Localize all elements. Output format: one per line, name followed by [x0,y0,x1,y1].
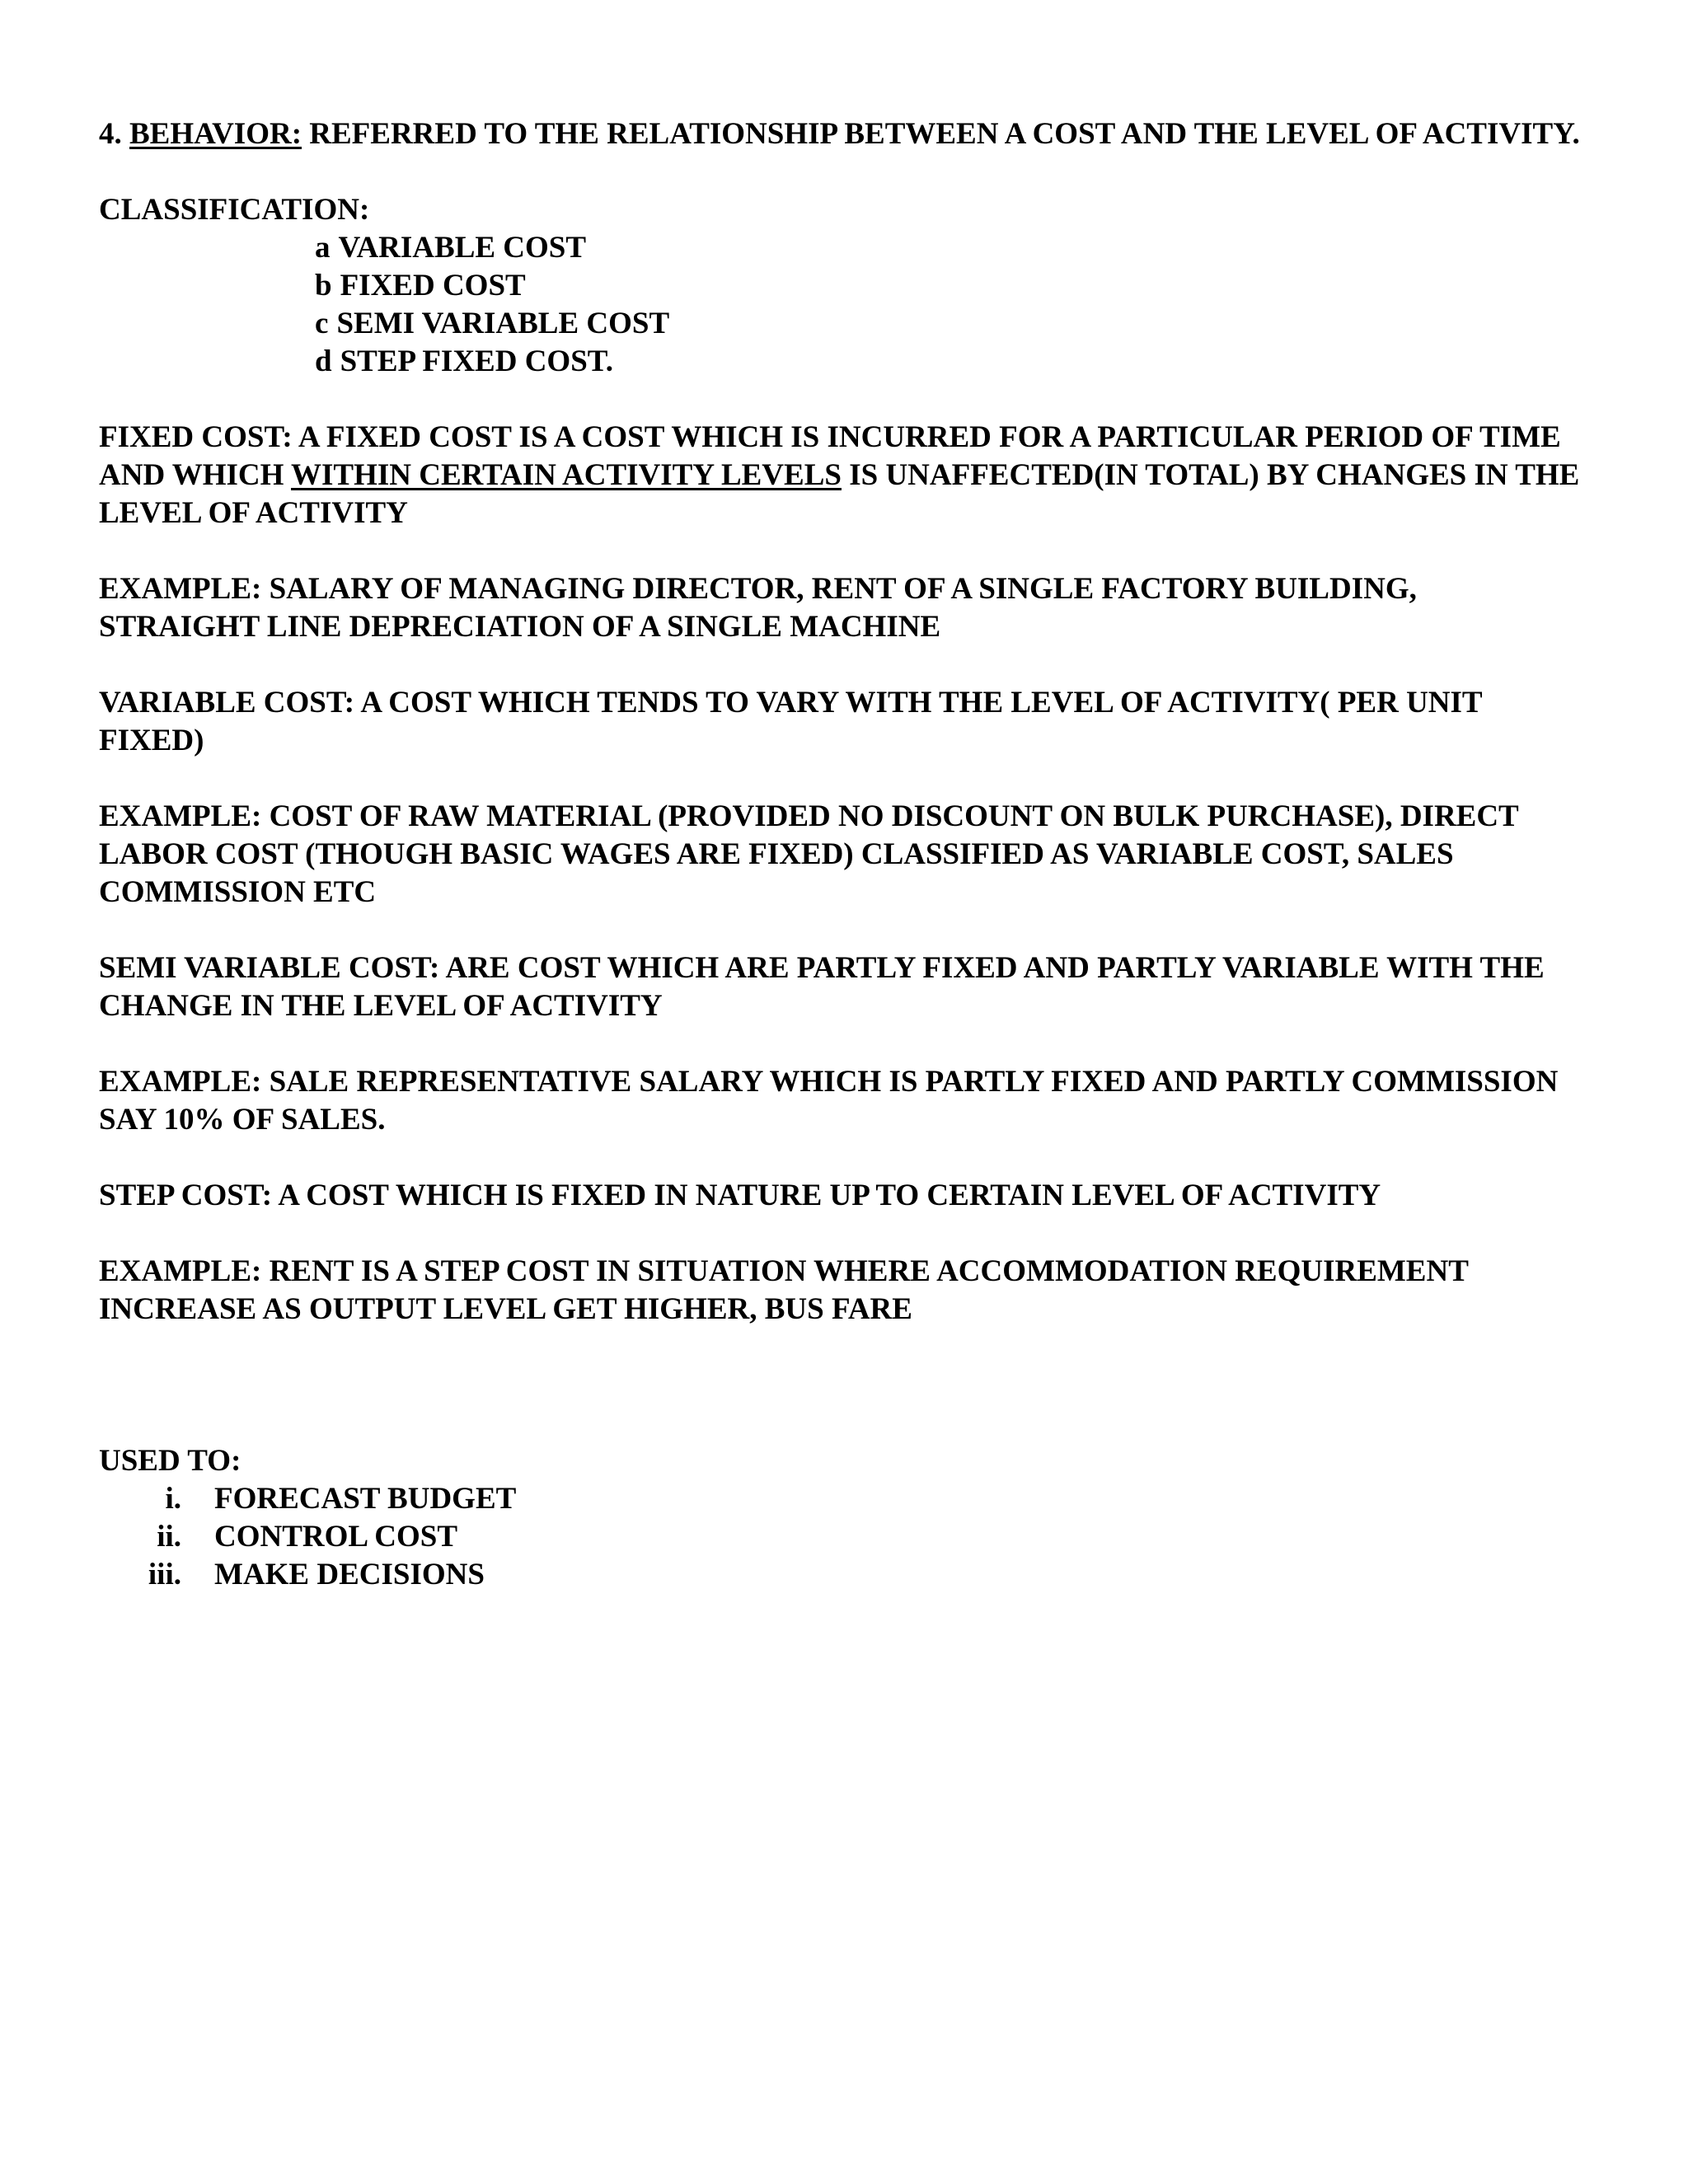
item-label: SEMI VARIABLE COST [336,307,670,340]
classification-heading: CLASSIFICATION: [99,193,370,227]
list-item [99,1556,1582,1594]
item-label: FORECAST BUDGET [214,1482,517,1516]
list-item [99,1480,1582,1518]
list-item [315,229,1582,267]
step-cost-example: EXAMPLE: RENT IS A STEP COST IN SITUATION WHERE ACCOMMODATION REQUIREMENT INCREASE AS OUTPUT LEVEL GET HIGHER, BUS FARE [99,1254,1469,1326]
behavior-definition: REFERRED TO THE RELATIONSHIP BETWEEN A COST AND THE LEVEL OF ACTIVITY. [309,117,1580,151]
item-letter: d [315,344,332,378]
item-label: VARIABLE COST [338,231,587,265]
item-number: i. [165,1482,181,1516]
item-number: ii. [157,1520,181,1554]
semi-variable-cost-example: EXAMPLE: SALE REPRESENTATIVE SALARY WHICH IS PARTLY FIXED AND PARTLY COMMISSION SAY 10% OF SALES. [99,1065,1559,1137]
item-label: MAKE DECISIONS [214,1558,485,1591]
behavior-paragraph [99,115,1582,153]
list-item [315,305,1582,343]
used-to-list [99,1480,1582,1594]
item-letter: b [315,269,332,302]
list-item [99,1518,1582,1556]
fixed-cost-text-before: FIXED COST: A FIXED COST IS A COST WHICH IS INCURRED FOR A PARTICULAR PERIOD OF TIME AND WHICH [99,420,1561,492]
behavior-number: 4. [99,117,122,151]
classification-list [315,229,1582,381]
variable-cost-example: EXAMPLE: COST OF RAW MATERIAL (PROVIDED NO DISCOUNT ON BULK PURCHASE), DIRECT LABOR COST (THOUGH BASIC WAGES ARE FIXED) CLASSIFIED AS VARIABLE COST, SALES COMMISSION ETC [99,799,1519,909]
spacer [99,1366,1582,1442]
step-cost-definition: STEP COST: A COST WHICH IS FIXED IN NATURE UP TO CERTAIN LEVEL OF ACTIVITY [99,1179,1381,1212]
used-to-heading: USED TO: [99,1444,241,1478]
item-label: STEP FIXED COST. [340,344,613,378]
item-letter: c [315,307,329,340]
semi-variable-cost-definition: SEMI VARIABLE COST: ARE COST WHICH ARE PARTLY FIXED AND PARTLY VARIABLE WITH THE CHANGE IN THE LEVEL OF ACTIVITY [99,951,1545,1023]
variable-cost-definition: VARIABLE COST: A COST WHICH TENDS TO VARY WITH THE LEVEL OF ACTIVITY( PER UNIT FIXED) [99,686,1482,757]
fixed-cost-underlined: WITHIN CERTAIN ACTIVITY LEVELS [291,458,842,492]
behavior-term: BEHAVIOR: [129,117,302,151]
fixed-cost-definition [92,419,1582,532]
item-letter: a [315,231,331,265]
list-item [315,343,1582,381]
item-label: CONTROL COST [214,1520,458,1554]
list-item [315,267,1582,305]
fixed-cost-text-after: IS UNAFFECTED(IN TOTAL) BY CHANGES IN THE LEVEL OF ACTIVITY [99,458,1580,530]
fixed-cost-example: EXAMPLE: SALARY OF MANAGING DIRECTOR, RENT OF A SINGLE FACTORY BUILDING, STRAIGHT LINE DEPRECIATION OF A SINGLE MACHINE [99,572,1417,644]
document-page [99,115,1582,1594]
item-number: iii. [148,1558,181,1591]
item-label: FIXED COST [340,269,526,302]
